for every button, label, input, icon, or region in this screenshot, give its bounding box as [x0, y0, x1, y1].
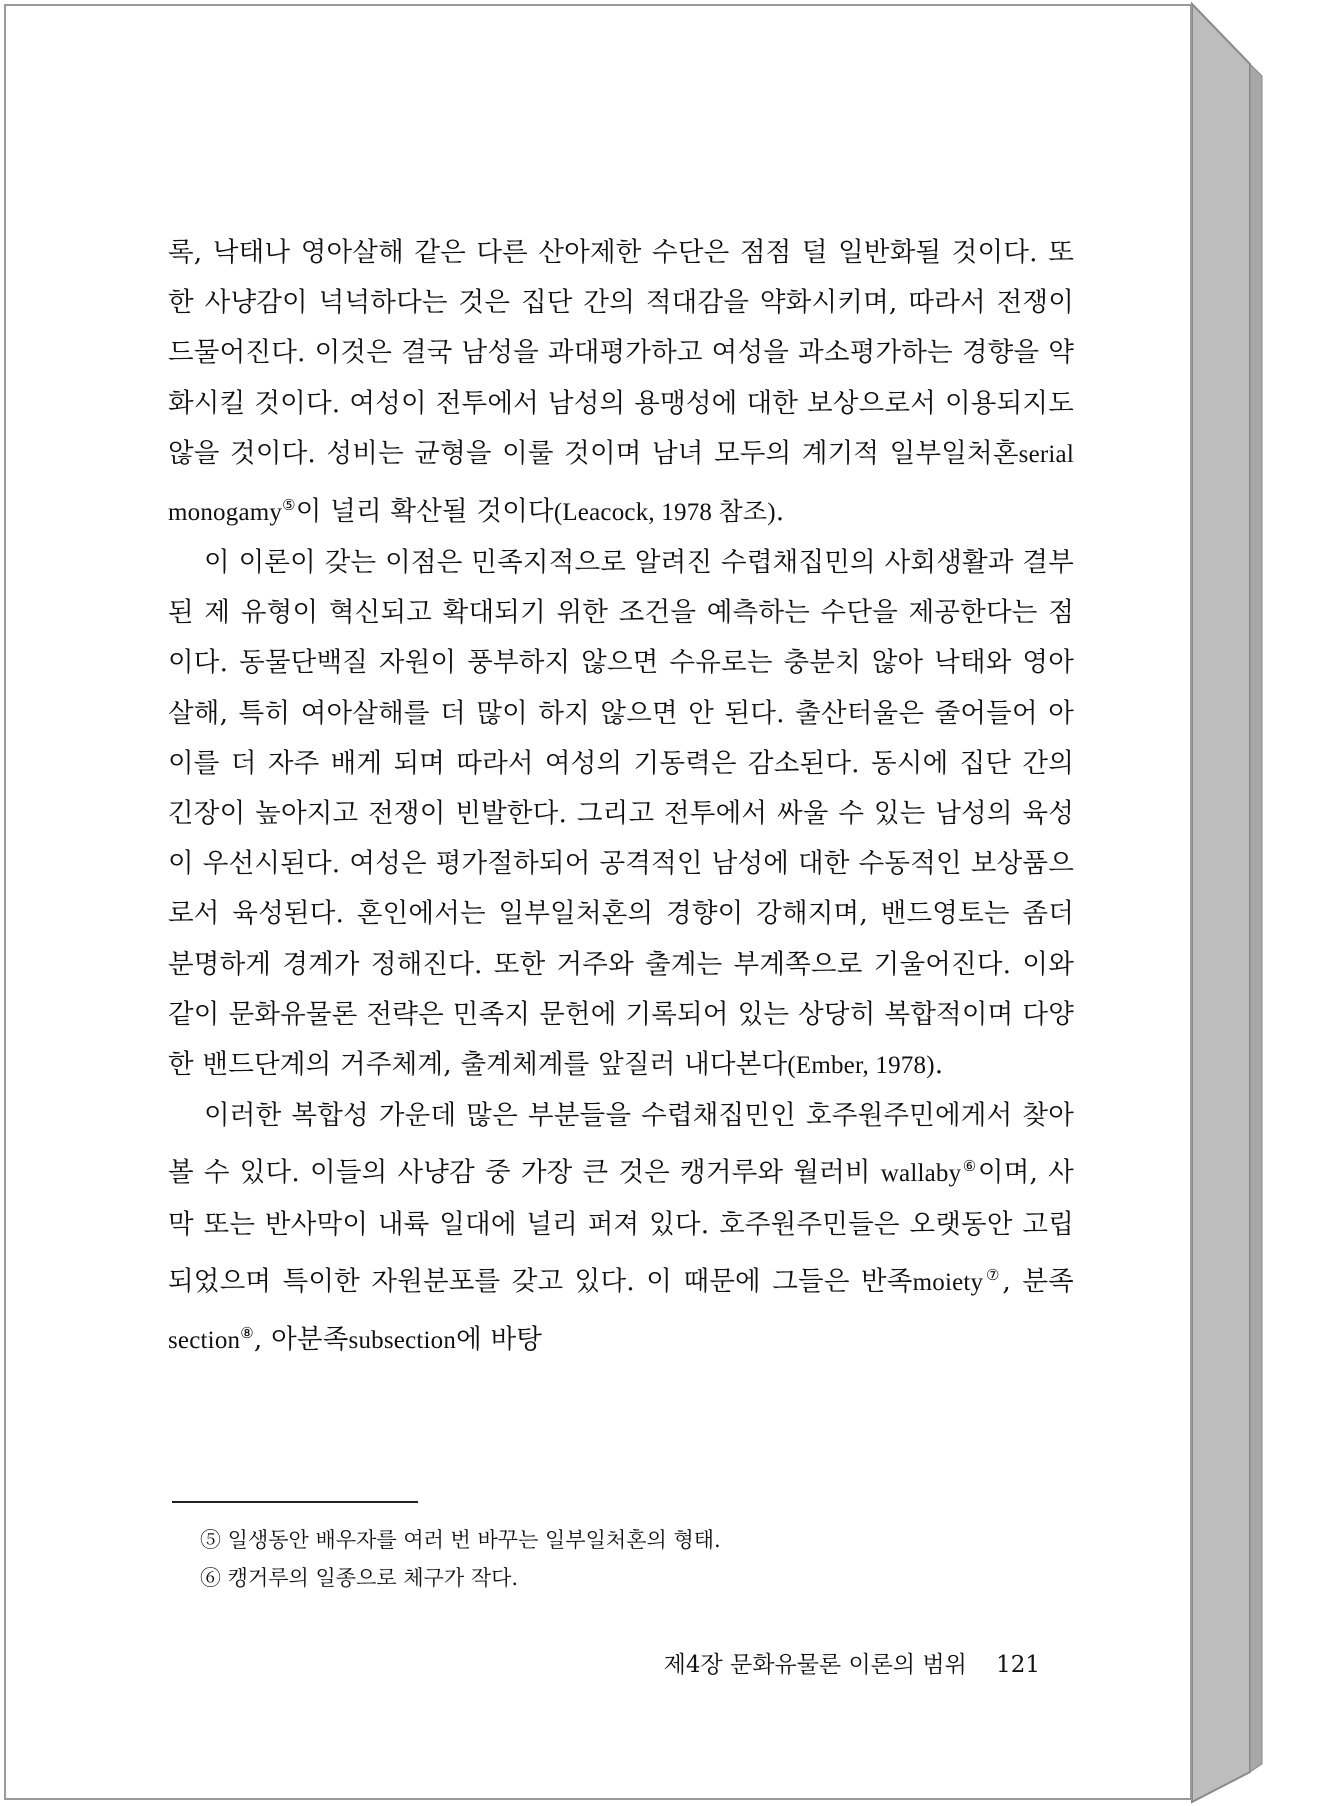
latin-term: wallaby — [880, 1160, 962, 1188]
footnote-ref: ⑥ — [961, 1157, 978, 1176]
text-run: 록, 낙태나 영아살해 같은 다른 산아제한 수단은 점점 덜 일반화될 것이다. 또한 사냥감이 넉넉하다는 것은 집단 간의 적대감을 약화시키며, 따라서 전쟁이 드물어진다. 이것은 결국 남성을 과대평가하고 여성을 과소평가하는 경향을 약화시킬 것이다. 여성이 전투에서 남성의 용맹성에 대한 보상으로서 이용되지도 않을 것이다. 성비는 균형을 이룰 것이며 남녀 모두의 계기적 일부일처혼 — [168, 237, 1074, 469]
text-run: . — [934, 1049, 944, 1081]
latin-term: subsection — [348, 1326, 457, 1354]
text-run: 이며, 사막 또는 반사막이 내륙 일대에 널리 퍼져 있다. 호주원주민들은 오랫동안 고립되었으며 특이한 자원분포를 갖고 있다. 이 때문에 그들은 반족 — [168, 1157, 1074, 1297]
book-spine-shadow — [1250, 64, 1262, 1772]
paragraph-3 — [168, 1091, 1074, 1366]
text-run: , 아분족 — [253, 1323, 349, 1355]
latin-term: moiety — [912, 1268, 984, 1296]
chapter-title: 제4장 문화유물론 이론의 범위 — [663, 1652, 967, 1678]
text-run: 이 널리 확산될 것이다 — [295, 495, 554, 527]
running-footer — [640, 1646, 1040, 1679]
latin-term: section — [168, 1326, 241, 1354]
paragraph-2 — [168, 538, 1074, 1091]
footnote-6: ⑥ 캥거루의 일종으로 체구가 작다. — [200, 1566, 519, 1590]
page-number: 121 — [996, 1652, 1040, 1678]
latin-term: serial monogamy — [168, 440, 1074, 526]
footnote-ref: ⑧ — [240, 1323, 254, 1342]
footnote-separator — [172, 1501, 418, 1503]
book-spine-face — [1192, 4, 1250, 1802]
latin-term: (Ember, 1978) — [787, 1052, 935, 1080]
footnote-ref: ⑤ — [282, 496, 296, 515]
latin-term: (Leacock, 1978 참조) — [553, 498, 776, 526]
footnotes — [200, 1521, 1060, 1597]
paragraph-1 — [168, 228, 1074, 538]
text-run: , 분족 — [1002, 1265, 1074, 1297]
text-run: . — [775, 495, 785, 527]
text-run: 에 바탕 — [456, 1323, 543, 1355]
text-run: 이러한 복합성 가운데 많은 부분들을 수렵채집민인 호주원주민에게서 찾아볼 수 있다. 이들의 사냥감 중 가장 큰 것은 캥거루와 월러비 — [168, 1100, 1074, 1189]
footnote-ref: ⑦ — [983, 1265, 1003, 1284]
footnote-5: ⑤ 일생동안 배우자를 여러 번 바꾸는 일부일처혼의 형태. — [200, 1528, 721, 1552]
body-text — [168, 228, 1074, 1366]
text-run: 이 이론이 갖는 이점은 민족지적으로 알려진 수렵채집민의 사회생활과 결부된 제 유형이 혁신되고 확대되기 위한 조건을 예측하는 수단을 제공한다는 점이다. 동물단백질 자원이 풍부하지 않으면 수유로는 충분치 않아 낙태와 영아살해, 특히 여아살해를 더 많이 하지 않으면 안 된다. 출산터울은 줄어들어 아이를 더 자주 배게 되며 따라서 여성의 기동력은 감소된다. 동시에 집단 간의 긴장이 높아지고 전쟁이 빈발한다. 그리고 전투에서 싸울 수 있는 남성의 육성이 우선시된다. 여성은 평가절하되어 공격적인 남성에 대한 수동적인 보상품으로서 육성된다. 혼인에서는 일부일처혼의 경향이 강해지며, 밴드영토는 좀더 분명하게 경계가 정해진다. 또한 거주와 출계는 부계쪽으로 기울어진다. 이와 같이 문화유물론 전략은 민족지 문헌에 기록되어 있는 상당히 복합적이며 다양한 밴드단계의 거주체계, 출계체계를 앞질러 내다본다 — [168, 547, 1074, 1081]
